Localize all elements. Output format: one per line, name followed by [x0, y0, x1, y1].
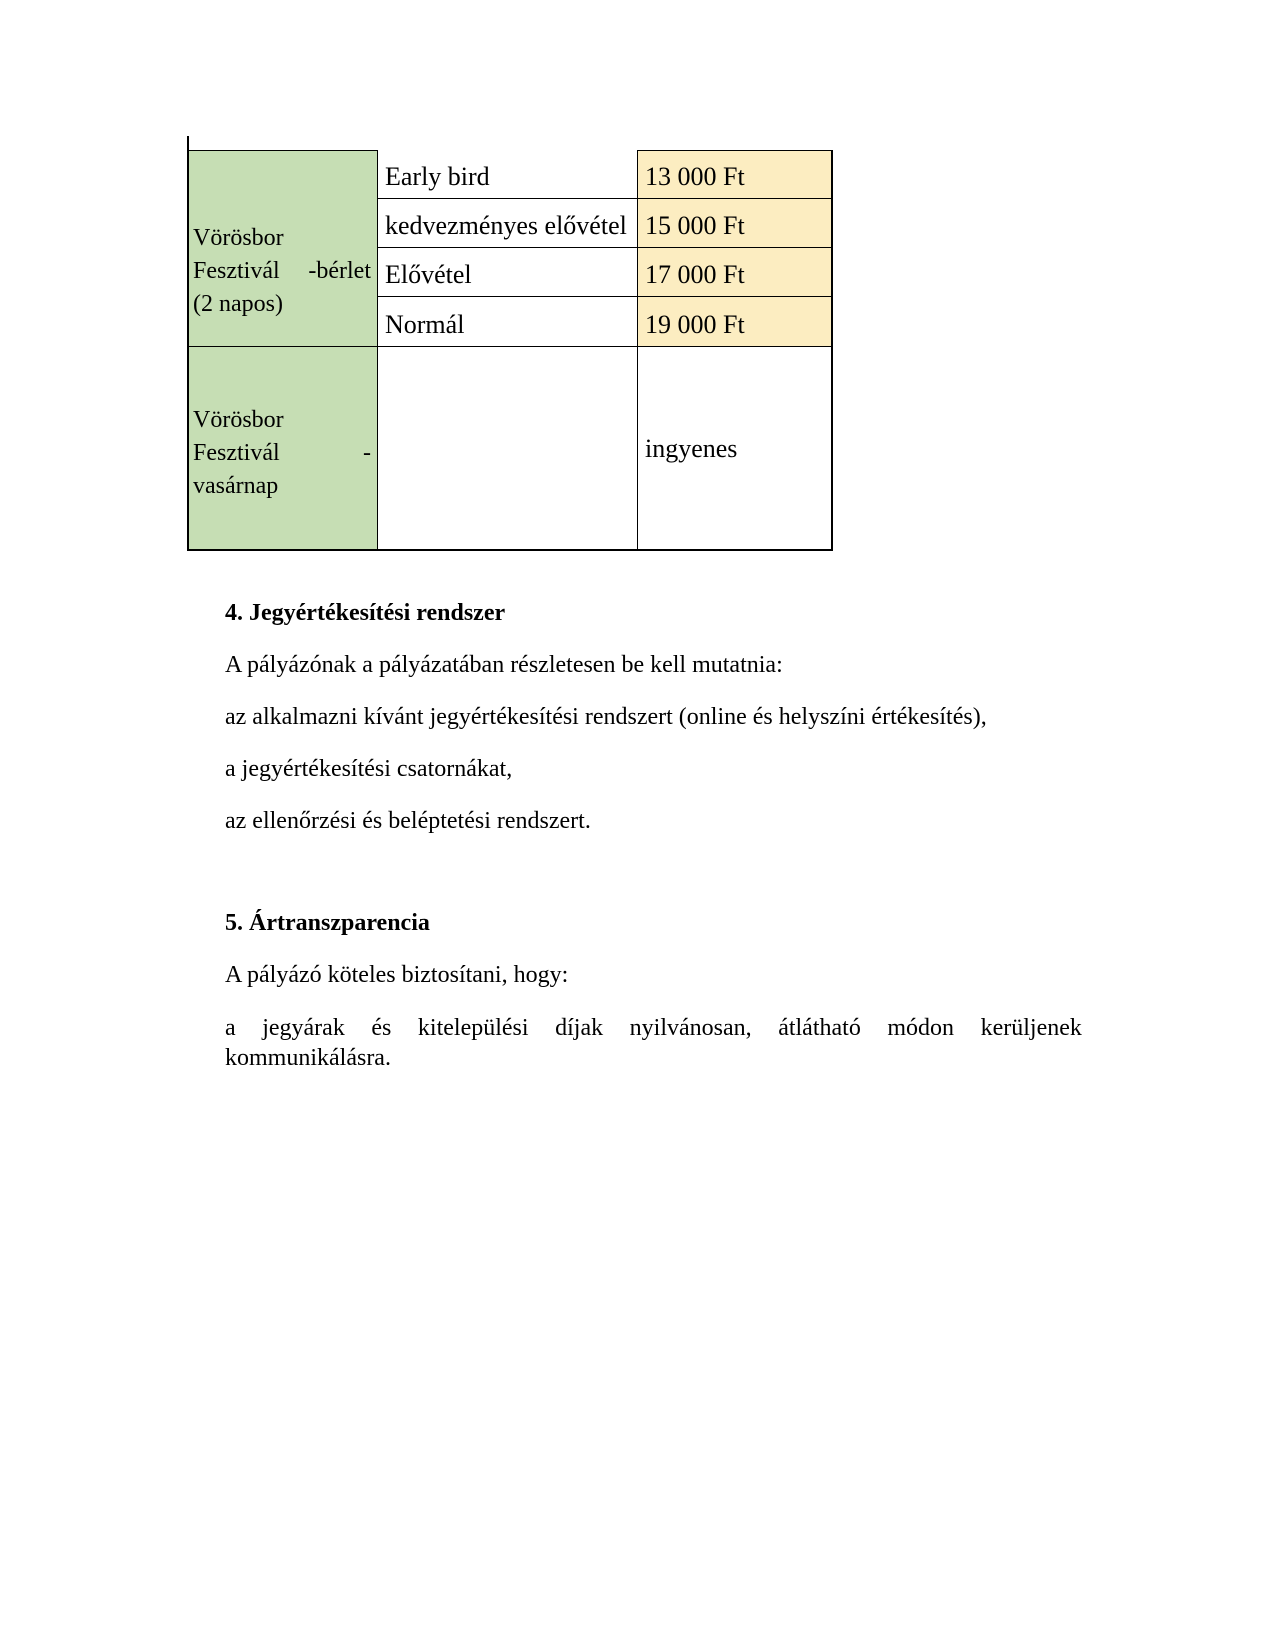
justified-word: díjak [555, 1015, 604, 1041]
justified-word: jegyárak [262, 1015, 345, 1041]
price-value: 15 000 Ft [645, 211, 745, 240]
sunday-label-cell [193, 404, 371, 503]
section5-justified-paragraph [225, 1013, 1082, 1073]
tier-label: Elővétel [385, 260, 472, 289]
justified-word: és [371, 1015, 392, 1041]
justified-word: nyilvánosan, [629, 1015, 752, 1041]
sunday-label-line3: vasárnap [193, 473, 279, 499]
section4-item: a jegyértékesítési csatornákat, [225, 756, 513, 782]
sunday-price-cell [645, 346, 829, 551]
price-cell [645, 296, 829, 346]
pass-label-cell [193, 222, 371, 321]
justified-word: módon [887, 1015, 955, 1041]
price-value: 19 000 Ft [645, 310, 745, 339]
tier-cell [385, 150, 633, 198]
price-cell [645, 150, 829, 198]
pass-label-line1: Vörösbor [193, 225, 284, 251]
sunday-price-value: ingyenes [645, 433, 738, 463]
price-cell [645, 247, 829, 296]
section5-heading: 5. Ártranszparencia [225, 910, 430, 936]
sunday-label-line2-left: Fesztivál [193, 440, 280, 466]
table-border-left [187, 136, 189, 551]
tier-cell [385, 296, 633, 346]
justified-word: a [225, 1015, 236, 1041]
tier-label: Early bird [385, 162, 490, 191]
table-border-top-green [187, 150, 378, 151]
sunday-label-line2-right: - [363, 440, 371, 466]
table-border-col2 [637, 150, 638, 551]
section4-item: az alkalmazni kívánt jegyértékesítési rendszert (online és helyszíni értékesítés), [225, 704, 987, 730]
price-value: 13 000 Ft [645, 162, 745, 191]
justified-line2: kommunikálásra. [225, 1045, 391, 1071]
section5-intro: A pályázó köteles biztosítani, hogy: [225, 962, 569, 988]
sunday-label-line2 [193, 437, 371, 470]
pass-label-line3: (2 napos) [193, 291, 283, 317]
sunday-label-line1: Vörösbor [193, 407, 284, 433]
tier-cell [385, 247, 633, 296]
justified-line1 [225, 1013, 1082, 1043]
table-border-col1 [377, 150, 378, 551]
tier-label: Normál [385, 310, 465, 339]
table-border-right [831, 150, 833, 551]
justified-word: kitelepülési [417, 1015, 529, 1041]
section4-heading: 4. Jegyértékesítési rendszer [225, 600, 506, 626]
tier-label: kedvezményes elővétel [385, 211, 627, 240]
section4-intro: A pályázónak a pályázatában részletesen be kell mutatnia: [225, 652, 783, 678]
tier-cell [385, 198, 633, 247]
pass-label-line2 [193, 255, 371, 288]
price-table [187, 150, 833, 551]
price-cell [645, 198, 829, 247]
section4-item: az ellenőrzési és beléptetési rendszert. [225, 808, 591, 834]
pass-label-line2-right: -bérlet [308, 258, 371, 284]
price-value: 17 000 Ft [645, 260, 745, 289]
justified-word: kerüljenek [980, 1015, 1082, 1041]
pass-label-line2-left: Fesztivál [193, 258, 280, 284]
justified-word: átlátható [778, 1015, 861, 1041]
